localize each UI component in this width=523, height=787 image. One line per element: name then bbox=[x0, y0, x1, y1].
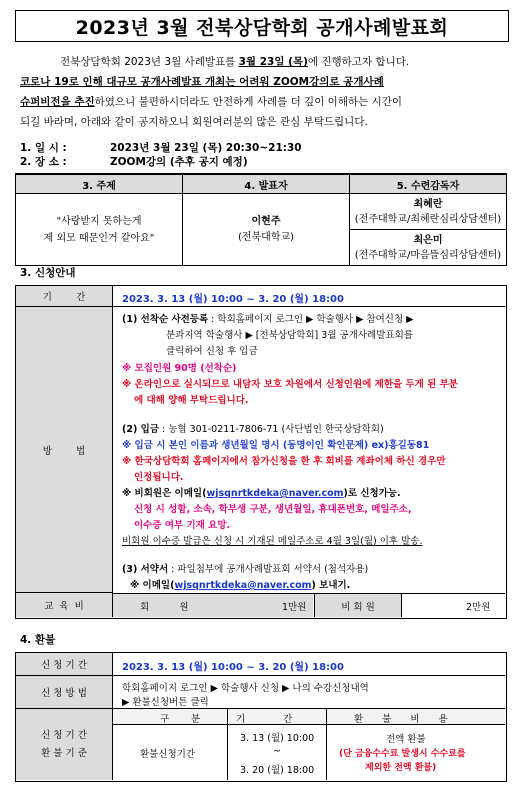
divider bbox=[112, 675, 505, 676]
nonmember-note bbox=[122, 485, 401, 499]
bank-account: : 농협 301-0211-7806-71 (사단법인 한국상담학회) bbox=[158, 424, 384, 435]
refund-method-label: 신 청 방 법 bbox=[41, 688, 87, 699]
event-date-highlight: 3월 23일 (목) bbox=[238, 56, 308, 68]
fee-label: 교 육 비 bbox=[44, 601, 84, 612]
supervisor-header: 5. 수련감독자 bbox=[350, 174, 507, 194]
nonmember-fee: 2만원 bbox=[466, 602, 491, 613]
nonmember-text: )로 신청가능. bbox=[343, 488, 401, 499]
intro-text: 에 진행하고자 합니다. bbox=[307, 56, 410, 68]
zoom-notice: 슈퍼비전을 추진 bbox=[20, 96, 95, 108]
certificate-note: 비회원 이수증 발급은 신청 시 기재된 메일주소로 4월 3일(월) 이후 발송. bbox=[122, 536, 423, 547]
topic-line: "사랑받지 못하는게 bbox=[56, 215, 142, 227]
refund-cost: 전액 환불 bbox=[386, 734, 426, 745]
step1-line bbox=[122, 311, 413, 325]
member-label: 회 원 bbox=[140, 602, 189, 613]
apply-section-title: 3. 신청안내 bbox=[20, 267, 76, 279]
refund-period-label: 신 청 기 간 bbox=[41, 660, 87, 671]
intro-text: 되길 바라며, 아래와 같이 공지하오니 회원여러분의 많은 관심 부탁드립니다. bbox=[20, 116, 368, 128]
place-value: ZOOM강의 (추후 공지 예정) bbox=[110, 156, 248, 168]
divider bbox=[227, 709, 228, 780]
refund-section-title: 4. 환불 bbox=[20, 634, 56, 646]
intro-text: 전북상담학회 2023년 3월 사례발표를 bbox=[60, 56, 239, 68]
divider bbox=[326, 709, 327, 780]
step2-line bbox=[122, 421, 384, 435]
topic-line: 제 외모 때문인거 같아요" bbox=[43, 232, 155, 244]
presenter-org: (전북대학교) bbox=[237, 231, 295, 243]
step2-title: (2) 입금 bbox=[122, 424, 159, 435]
event-info bbox=[20, 141, 302, 169]
apply-method-label: 방 법 bbox=[42, 445, 86, 457]
fee-label-cell bbox=[16, 593, 113, 617]
step3-line bbox=[122, 561, 368, 575]
supervisor-name: 최혜란 bbox=[413, 198, 443, 210]
nonmember-text: ※ 비회원은 이메일( bbox=[122, 488, 207, 499]
refund-method-label-cell bbox=[16, 676, 113, 709]
apply-period-value: 2023. 3. 13 (월) 10:00 ~ 3. 20 (월) 18:00 bbox=[122, 294, 344, 305]
apply-period-label-cell bbox=[16, 286, 113, 307]
place-label: 2. 장 소 : bbox=[20, 156, 67, 168]
nonmember-requirements: 신청 시 성함, 소속, 학부생 구분, 생년월일, 휴대폰번호, 메일주소, bbox=[134, 504, 412, 515]
cost-header: 환불비용 bbox=[354, 714, 467, 725]
page-title: 2023년 3월 전북상담학회 공개사례발표회 bbox=[15, 10, 509, 42]
date-label: 1. 일 시 : bbox=[20, 142, 67, 154]
topic-header: 3. 주제 bbox=[16, 174, 183, 194]
topic-cell bbox=[16, 194, 183, 266]
refund-period: 3. 20 (월) 18:00 bbox=[240, 765, 315, 776]
refund-method-text: 학회홈페이지 로그인 ▶ 학술행사 신청 ▶ 나의 수강신청내역 bbox=[122, 683, 369, 694]
step3-title: (3) 서약서 bbox=[122, 564, 169, 575]
refund-period: ~ bbox=[273, 746, 281, 757]
step1-text: 클릭하여 신청 후 입금 bbox=[166, 346, 258, 357]
period-header: 기간 bbox=[236, 714, 331, 725]
refund-cost-note: (단 금융수수료 발생시 수수료를 bbox=[339, 749, 466, 759]
pledge-text: ) 보내기. bbox=[311, 580, 351, 591]
step1-text: : 학회홈페이지 로그인 ▶ 학술행사 ▶ 참여신청 ▶ bbox=[208, 314, 414, 325]
nonmember-requirements: 이수증 여부 기재 요망. bbox=[134, 520, 231, 531]
pledge-text: ※ 이메일( bbox=[130, 580, 175, 591]
apply-method-label-cell bbox=[16, 307, 113, 593]
refund-period: 3. 13 (월) 10:00 bbox=[240, 733, 315, 744]
supervisor-cell bbox=[350, 194, 507, 230]
refund-standard-label-cell bbox=[16, 709, 113, 780]
refund-type: 환불신청기간 bbox=[140, 749, 196, 760]
email-link[interactable]: wjsqnrtkdeka@naver.com bbox=[206, 488, 344, 499]
capacity-note: ※ 모집인원 90명 (선착순) bbox=[122, 363, 237, 374]
date-value: 2023년 3월 23일 (목) 20:30~21:30 bbox=[110, 142, 302, 154]
step1-title: (1) 선착순 사전등록 bbox=[122, 314, 209, 325]
supervisor-org: (전주대학교/마음뜰심리상담센터) bbox=[354, 249, 502, 261]
refund-period-label-cell bbox=[16, 653, 113, 676]
divider bbox=[112, 306, 505, 307]
program-table bbox=[15, 173, 507, 266]
supervisor-cell bbox=[350, 230, 507, 266]
presenter-name: 이현주 bbox=[251, 215, 281, 227]
supervisor-org: (전주대학교/최혜란심리상담센터) bbox=[354, 213, 502, 225]
step3-text: : 파일첨부에 공개사례발표회 서약서 (첨석자용) bbox=[168, 564, 369, 575]
member-notice: ※ 한국상담학회 홈페이지에서 참가신청을 한 후 회비를 계좌이체 하신 경우만 bbox=[122, 456, 446, 467]
covid-notice: 코로나 19로 인해 대규모 공개사례발표 개최는 어려워 ZOOM강의로 공개사례 bbox=[20, 76, 384, 88]
presenter-header: 4. 발표자 bbox=[183, 174, 350, 194]
intro-text: 하였으니 불편하시더라도 안전하게 사례를 더 깊이 이해하는 시간이 bbox=[94, 96, 403, 108]
email-link[interactable]: wjsqnrtkdeka@naver.com bbox=[174, 580, 312, 591]
presenter-cell bbox=[183, 194, 350, 266]
nonmember-label-cell bbox=[314, 594, 402, 617]
refund-cost-note: 제외한 전액 환불) bbox=[365, 763, 437, 773]
pledge-email-note bbox=[130, 577, 350, 591]
refund-method-text: ▶ 환불신청버튼 클릭 bbox=[122, 697, 209, 708]
online-notice: ※ 온라인으로 실시되므로 내담자 보호 차원에서 신청인원에 제한을 두게 된 부분 bbox=[122, 379, 458, 390]
online-notice: 에 대해 양해 부탁드립니다. bbox=[134, 395, 249, 406]
refund-period-value: 2023. 3. 13 (월) 10:00 ~ 3. 20 (월) 18:00 bbox=[122, 662, 344, 673]
deposit-note: ※ 입금 시 본인 이름과 생년월일 명시 (동명이인 확인문제) ex)홍길동81 bbox=[122, 440, 430, 451]
member-notice: 인정됩니다. bbox=[134, 472, 184, 483]
intro-paragraph bbox=[20, 52, 505, 132]
apply-period-label: 기 간 bbox=[42, 292, 86, 303]
refund-standard-label: 신 청 기 간 bbox=[41, 729, 87, 741]
refund-standard-label: 환 불 기 준 bbox=[41, 747, 87, 759]
step1-text: 분과지역 학술행사 ▶ [전북상담학회] 3월 공개사례발표회를 bbox=[166, 330, 413, 341]
member-fee: 1만원 bbox=[282, 602, 307, 613]
nonmember-label: 비 회 원 bbox=[341, 601, 375, 613]
type-header: 구분 bbox=[160, 714, 223, 725]
supervisor-name: 최은미 bbox=[413, 234, 443, 246]
